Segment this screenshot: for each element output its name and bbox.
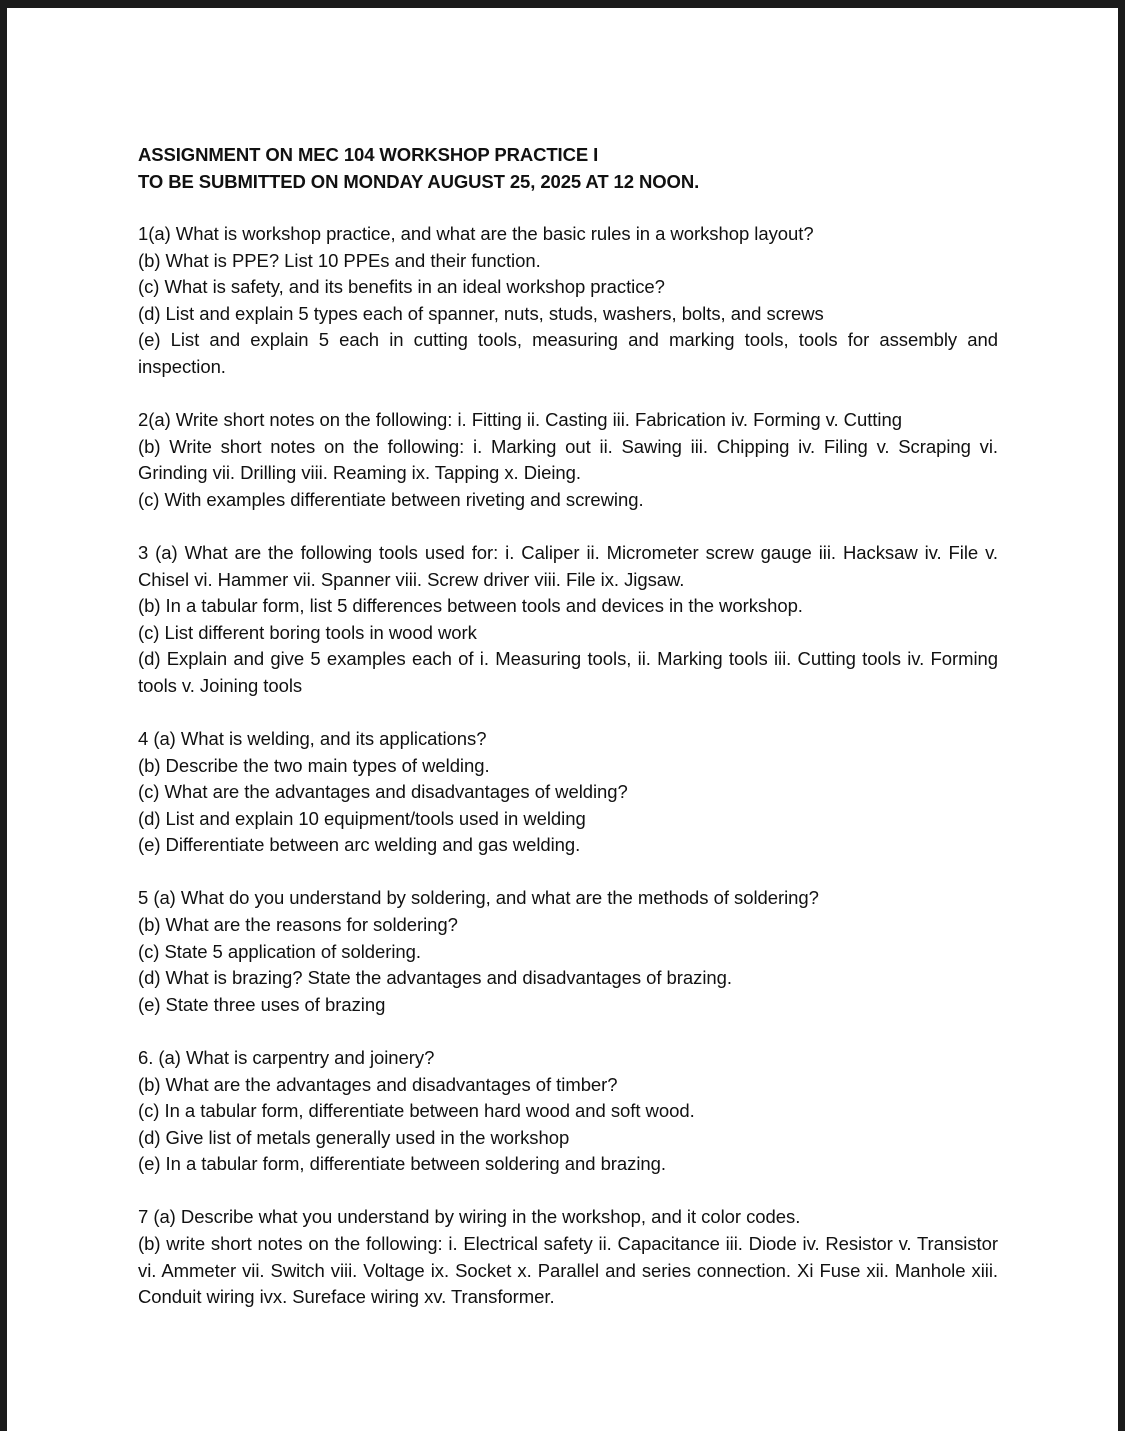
question-item: 5 (a) What do you understand by soldering, and what are the methods of soldering? — [138, 887, 819, 909]
question-item: 6. (a) What is carpentry and joinery? — [138, 1046, 435, 1068]
window-frame-right — [1118, 0, 1125, 1431]
question-item: (d) List and explain 5 types each of spanner, nuts, studs, washers, bolts, and screws — [138, 302, 824, 324]
question-item: (b) What are the advantages and disadvantages of timber? — [138, 1073, 618, 1095]
question-item: (b) What are the reasons for soldering? — [138, 914, 458, 936]
question-item: (b) write short notes on the following: i. Electrical safety ii. Capacitance iii. Diode iv. Resistor v. Transistor vi. Ammeter vii. Switch viii. Voltage ix. Socket x. Parallel and series connection. Xi Fuse xii. Manhole xiii. Conduit wiring ivx. Sureface wiring xv. Transformer. — [138, 1233, 998, 1308]
document-header — [138, 142, 998, 195]
question-item: (c) What is safety, and its benefits in an ideal workshop practice? — [138, 276, 665, 298]
question-item: (c) What are the advantages and disadvantages of welding? — [138, 781, 628, 803]
submission-deadline: TO BE SUBMITTED ON MONDAY AUGUST 25, 2025 AT 12 NOON. — [138, 170, 700, 192]
question-6 — [138, 1045, 998, 1178]
question-item: (c) In a tabular form, differentiate between hard wood and soft wood. — [138, 1100, 695, 1122]
question-item: (d) Explain and give 5 examples each of i. Measuring tools, ii. Marking tools iii. Cutting tools iv. Forming tools v. Joining tools — [138, 648, 998, 696]
question-item: (c) List different boring tools in wood work — [138, 621, 477, 643]
document-page — [138, 142, 998, 1337]
question-4 — [138, 726, 998, 859]
window-frame-left — [0, 0, 7, 1431]
question-item: (b) Write short notes on the following: i. Marking out ii. Sawing iii. Chipping iv. Filing v. Scraping vi. Grinding vii. Drilling viii. Reaming ix. Tapping x. Dieing. — [138, 435, 998, 484]
question-item: (b) In a tabular form, list 5 differences between tools and devices in the workshop. — [138, 595, 803, 617]
question-3 — [138, 540, 998, 700]
question-item: (e) Differentiate between arc welding and gas welding. — [138, 834, 581, 856]
question-item: (c) State 5 application of soldering. — [138, 940, 422, 962]
question-item: (c) With examples differentiate between riveting and screwing. — [138, 488, 644, 510]
question-item: (d) What is brazing? State the advantages and disadvantages of brazing. — [138, 967, 732, 989]
question-1 — [138, 221, 998, 381]
question-item: (e) State three uses of brazing — [138, 993, 386, 1015]
question-item: 4 (a) What is welding, and its applications? — [138, 728, 487, 749]
question-item: (e) List and explain 5 each in cutting tools, measuring and marking tools, tools for assembly and inspection. — [138, 329, 998, 377]
question-7 — [138, 1204, 998, 1310]
question-item: 1(a) What is workshop practice, and what are the basic rules in a workshop layout? — [138, 223, 814, 244]
window-frame-top — [0, 0, 1125, 8]
question-item: 3 (a) What are the following tools used for: i. Caliper ii. Micrometer screw gauge iii. Hacksaw iv. File v. Chisel vi. Hammer vii. Spanner viii. Screw driver viii. File ix. Jigsaw. — [138, 541, 998, 590]
assignment-title: ASSIGNMENT ON MEC 104 WORKSHOP PRACTICE I — [138, 144, 599, 165]
question-item: (b) Describe the two main types of welding. — [138, 754, 490, 776]
question-2 — [138, 407, 998, 513]
question-item: (d) List and explain 10 equipment/tools used in welding — [138, 807, 586, 829]
question-item: 7 (a) Describe what you understand by wiring in the workshop, and it color codes. — [138, 1206, 801, 1228]
question-item: (b) What is PPE? List 10 PPEs and their function. — [138, 249, 541, 271]
question-5 — [138, 885, 998, 1018]
question-item: (d) Give list of metals generally used in the workshop — [138, 1126, 570, 1148]
question-item: 2(a) Write short notes on the following: i. Fitting ii. Casting iii. Fabrication iv. Forming v. Cutting — [138, 409, 902, 431]
question-item: (e) In a tabular form, differentiate between soldering and brazing. — [138, 1153, 666, 1175]
